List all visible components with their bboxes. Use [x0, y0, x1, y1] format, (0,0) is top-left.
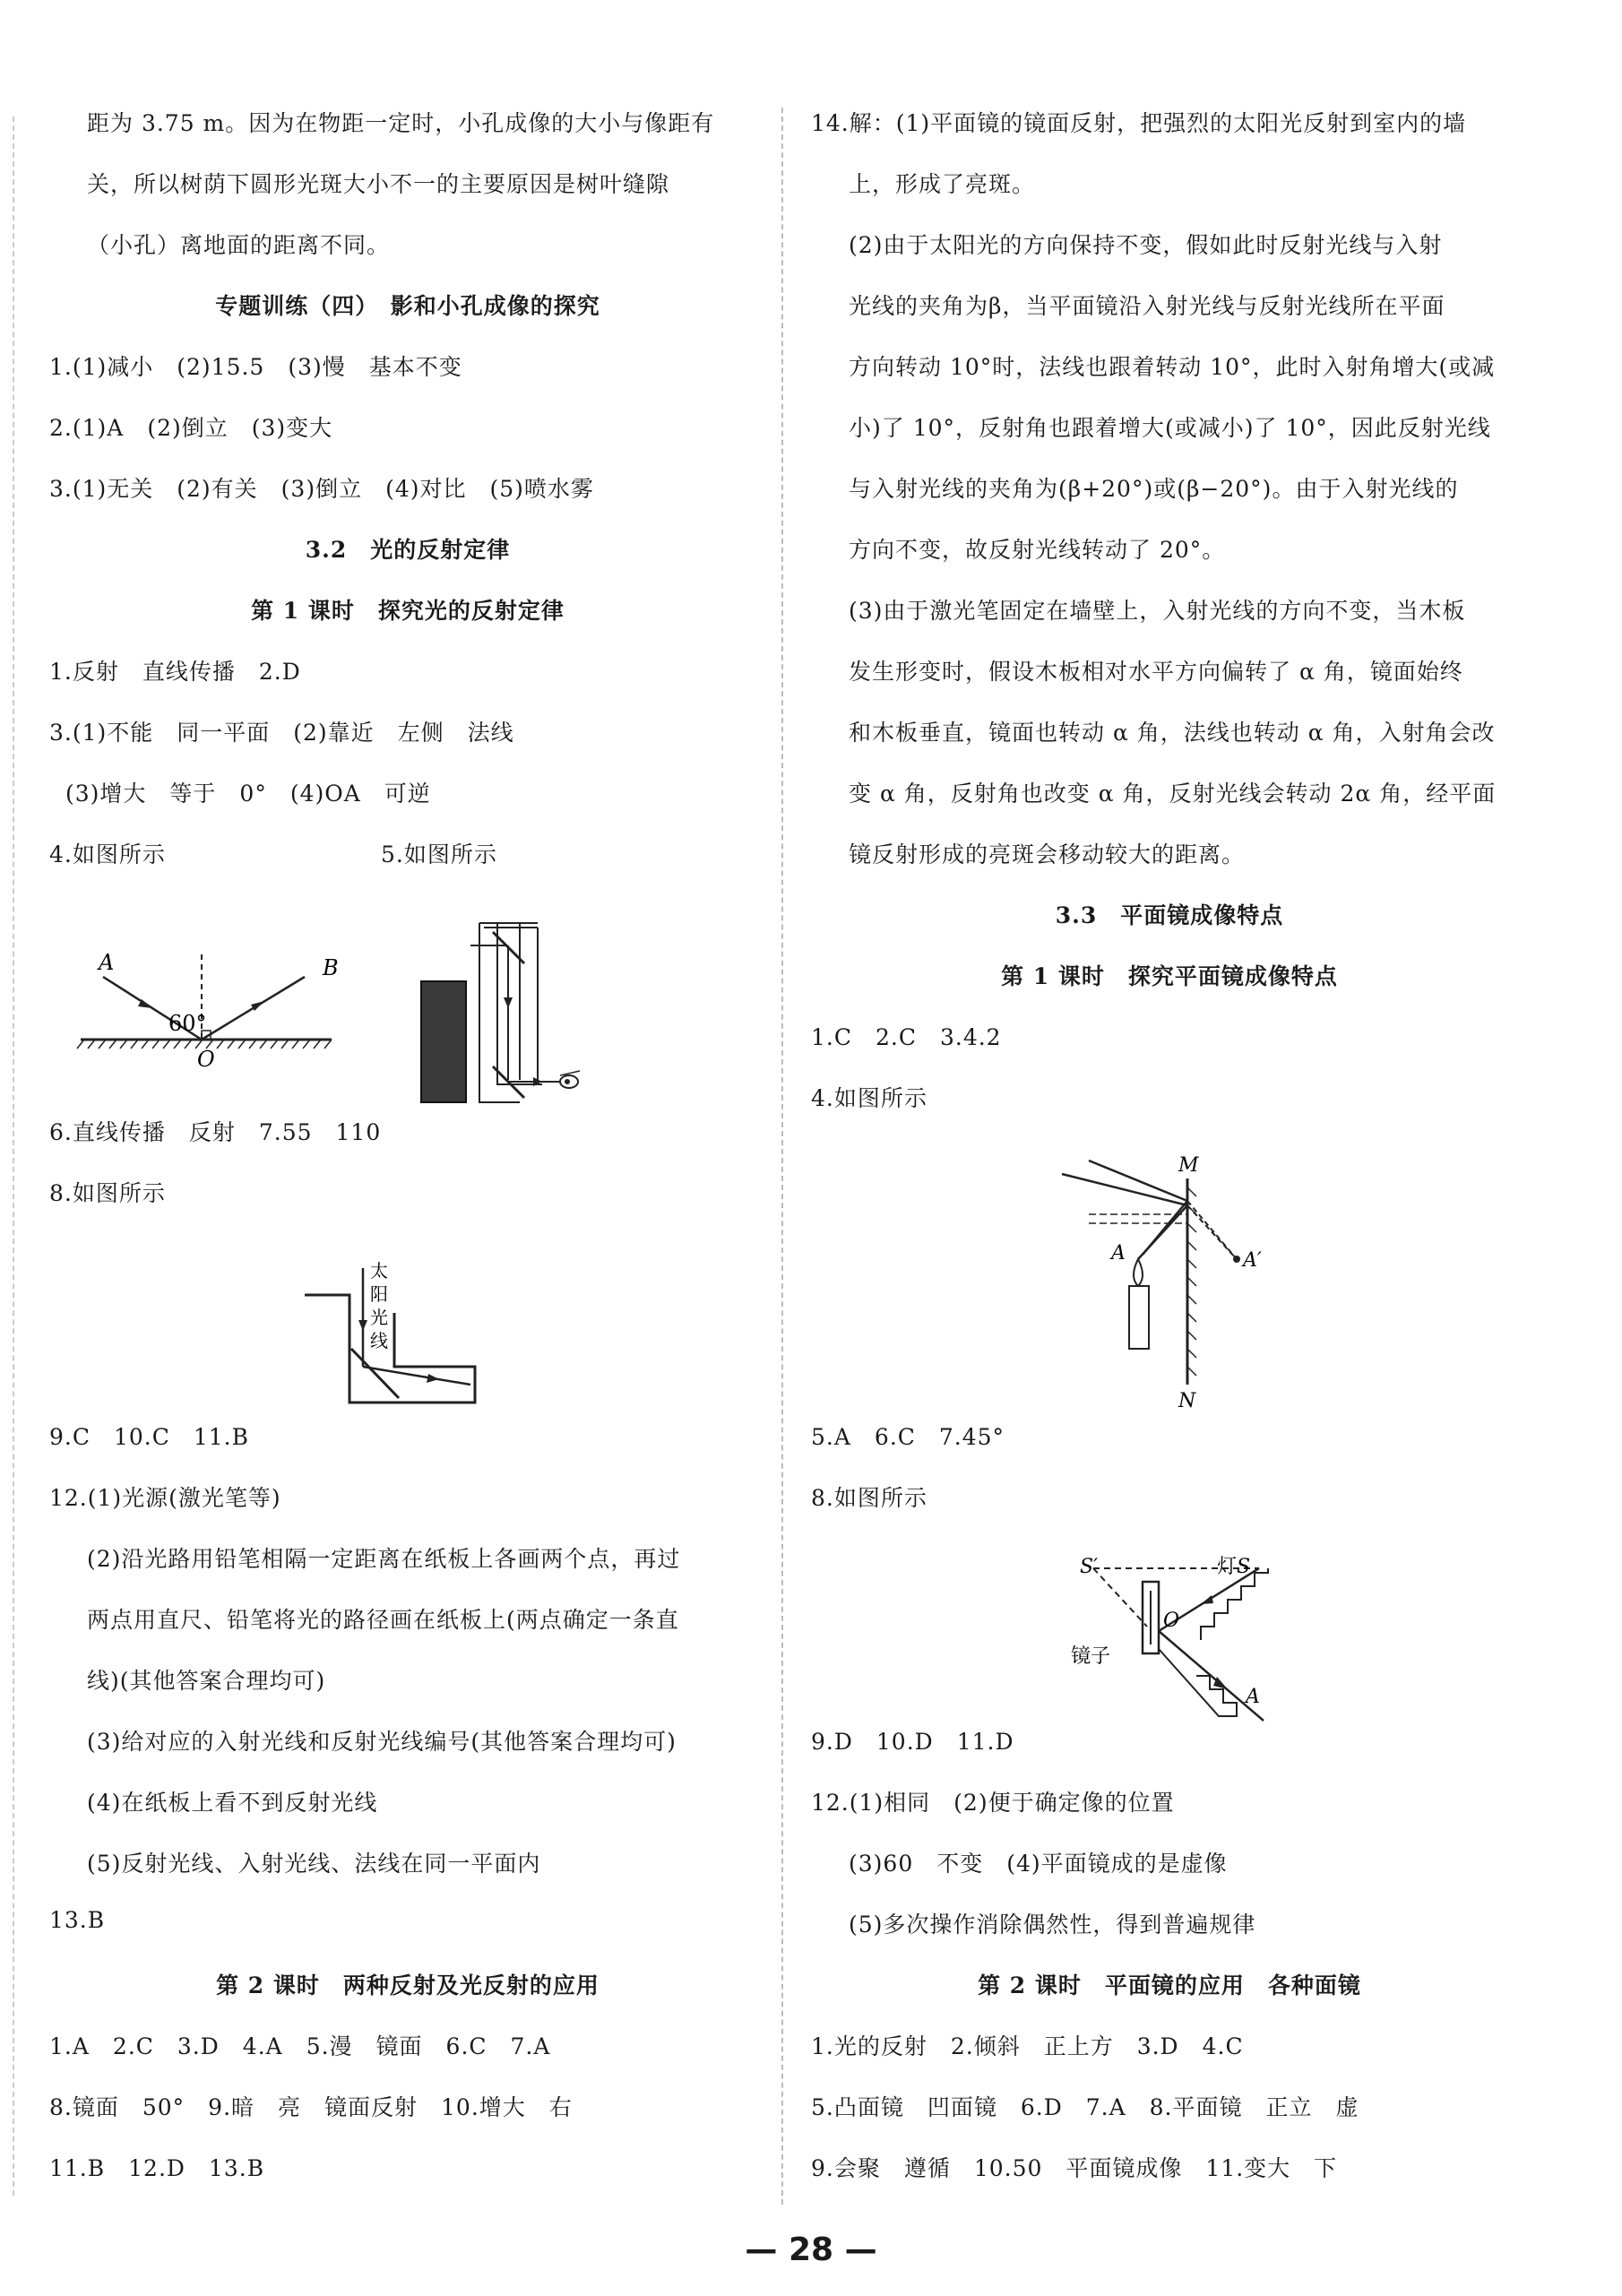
- answer-line: 5.A 6.C 7.45°: [811, 1424, 1005, 1450]
- answer-line: (3)由于激光笔固定在墙壁上，入射光线的方向不变，当木板: [849, 598, 1466, 624]
- answer-line: 3.(1)无关 (2)有关 (3)倒立 (4)对比 (5)喷水雾: [49, 476, 594, 502]
- section-heading: 第 1 课时 探究光的反射定律: [251, 598, 565, 624]
- answer-line: 4.如图所示: [811, 1085, 927, 1111]
- answer-line: 12.(1)相同 (2)便于确定像的位置: [811, 1790, 1175, 1816]
- label-n: N: [1178, 1390, 1196, 1411]
- answer-line: 方向转动 10°时，法线也跟着转动 10°，此时入射角增大(或减: [849, 354, 1496, 380]
- figure-sunlight-window: [296, 1250, 511, 1420]
- answer-line: 6.直线传播 反射 7.55 110: [49, 1119, 382, 1145]
- answer-line: 上，形成了亮斑。: [849, 171, 1036, 197]
- answer-line: 12.(1)光源(激光笔等): [49, 1485, 281, 1511]
- left-edge-dashline: [13, 117, 14, 2196]
- label-a: A: [1246, 1686, 1260, 1708]
- answer-line: 1.A 2.C 3.D 4.A 5.漫 镜面 6.C 7.A: [49, 2033, 551, 2059]
- answer-line: (2)由于太阳光的方向保持不变，假如此时反射光线与入射: [849, 232, 1443, 258]
- label-a: A: [1111, 1242, 1126, 1265]
- label-sun-1: 太: [370, 1260, 388, 1282]
- section-heading: 3.3 平面镜成像特点: [1055, 902, 1284, 928]
- answer-line: (3)增大 等于 0° (4)OA 可逆: [65, 781, 431, 807]
- answer-line: 两点用直尺、铅笔将光的路径画在纸板上(两点确定一条直: [87, 1607, 679, 1633]
- answer-line: 方向不变，故反射光线转动了 20°。: [849, 537, 1226, 563]
- answer-line: 发生形变时，假设木板相对水平方向偏转了 α 角，镜面始终: [849, 659, 1463, 685]
- label-angle: 60°: [168, 1011, 207, 1036]
- answer-line: (3)给对应的入射光线和反射光线编号(其他答案合理均可): [87, 1729, 677, 1755]
- column-divider: [781, 108, 783, 2205]
- answer-line: 和木板垂直，镜面也转动 α 角，法线也转动 α 角，入射角会改: [849, 720, 1496, 746]
- answer-line: 3.(1)不能 同一平面 (2)靠近 左侧 法线: [49, 720, 514, 746]
- label-sun-3: 光: [370, 1307, 388, 1328]
- answer-line: (4)在纸板上看不到反射光线: [87, 1790, 378, 1816]
- figure-stairs-mirror: [1066, 1546, 1299, 1725]
- answer-line: 光线的夹角为β，当平面镜沿入射光线与反射光线所在平面: [849, 293, 1445, 319]
- answer-line: (5)多次操作消除偶然性，得到普遍规律: [849, 1912, 1256, 1938]
- answer-line: 距为 3.75 m。因为在物距一定时，小孔成像的大小与像距有: [87, 110, 715, 136]
- answer-line: 关，所以树荫下圆形光斑大小不一的主要原因是树叶缝隙: [87, 171, 670, 197]
- label-mirror: 镜子: [1071, 1645, 1111, 1668]
- label-o: O: [1163, 1610, 1180, 1632]
- answer-line: 11.B 12.D 13.B: [49, 2155, 265, 2181]
- answer-line: 1.(1)减小 (2)15.5 (3)慢 基本不变: [49, 354, 462, 380]
- label-s-image: S′: [1080, 1556, 1099, 1578]
- page-number: — 28 —: [745, 2231, 877, 2268]
- answer-line: 9.D 10.D 11.D: [811, 1729, 1014, 1755]
- answer-line: 1.反射 直线传播 2.D: [49, 659, 301, 685]
- answer-line: 13.B: [49, 1907, 106, 1933]
- label-b: B: [323, 955, 339, 980]
- answer-line: (3)60 不变 (4)平面镜成的是虚像: [849, 1851, 1228, 1877]
- answer-line: 14.解：(1)平面镜的镜面反射，把强烈的太阳光反射到室内的墙: [811, 110, 1467, 136]
- answer-line: 8.镜面 50° 9.暗 亮 镜面反射 10.增大 右: [49, 2094, 573, 2120]
- answer-line: 变 α 角，反射角也改变 α 角，反射光线会转动 2α 角，经平面: [849, 781, 1497, 807]
- answer-line: 8.如图所示: [49, 1180, 166, 1206]
- answer-line: 8.如图所示: [811, 1485, 927, 1511]
- answer-line: (5)反射光线、入射光线、法线在同一平面内: [87, 1851, 541, 1877]
- label-m: M: [1178, 1154, 1199, 1177]
- label-lamp: 灯: [1217, 1556, 1238, 1578]
- section-heading: 第 1 课时 探究平面镜成像特点: [1001, 963, 1338, 989]
- answer-line: 9.C 10.C 11.B: [49, 1424, 249, 1450]
- section-heading: 第 2 课时 两种反射及光反射的应用: [216, 1972, 600, 1998]
- section-heading: 3.2 光的反射定律: [305, 537, 511, 563]
- label-sun-2: 阳: [370, 1283, 388, 1305]
- figure-reflection-60: [63, 941, 349, 1075]
- answer-line: 5.如图所示: [381, 842, 497, 867]
- answer-line: 9.会聚 遵循 10.50 平面镜成像 11.变大 下: [811, 2155, 1338, 2181]
- label-s: S: [1237, 1556, 1251, 1578]
- section-heading: 专题训练（四） 影和小孔成像的探究: [215, 293, 600, 319]
- label-a-image: A′: [1243, 1249, 1262, 1272]
- figure-candle-mirror: [1053, 1152, 1286, 1411]
- answer-line: 1.C 2.C 3.4.2: [811, 1024, 1002, 1050]
- answer-line: 2.(1)A (2)倒立 (3)变大: [49, 415, 333, 441]
- answer-line: （小孔）离地面的距离不同。: [87, 232, 391, 258]
- answer-line: 5.凸面镜 凹面镜 6.D 7.A 8.平面镜 正立 虚: [811, 2094, 1359, 2120]
- answer-line: 1.光的反射 2.倾斜 正上方 3.D 4.C: [811, 2033, 1244, 2059]
- label-a: A: [99, 950, 115, 975]
- answer-line: 小)了 10°，反射角也跟着增大(或减小)了 10°，因此反射光线: [849, 415, 1491, 441]
- section-heading: 第 2 课时 平面镜的应用 各种面镜: [978, 1972, 1361, 1998]
- answer-line: 镜反射形成的亮斑会移动较大的距离。: [849, 842, 1246, 867]
- answer-line: 4.如图所示: [49, 842, 166, 867]
- answer-line: 与入射光线的夹角为(β+20°)或(β−20°)。由于入射光线的: [849, 476, 1459, 502]
- figure-periscope: [408, 910, 587, 1111]
- label-sun-4: 线: [370, 1330, 388, 1351]
- label-o: O: [197, 1047, 215, 1072]
- answer-line: 线)(其他答案合理均可): [87, 1668, 326, 1694]
- answer-line: (2)沿光路用铅笔相隔一定距离在纸板上各画两个点，再过: [87, 1546, 681, 1572]
